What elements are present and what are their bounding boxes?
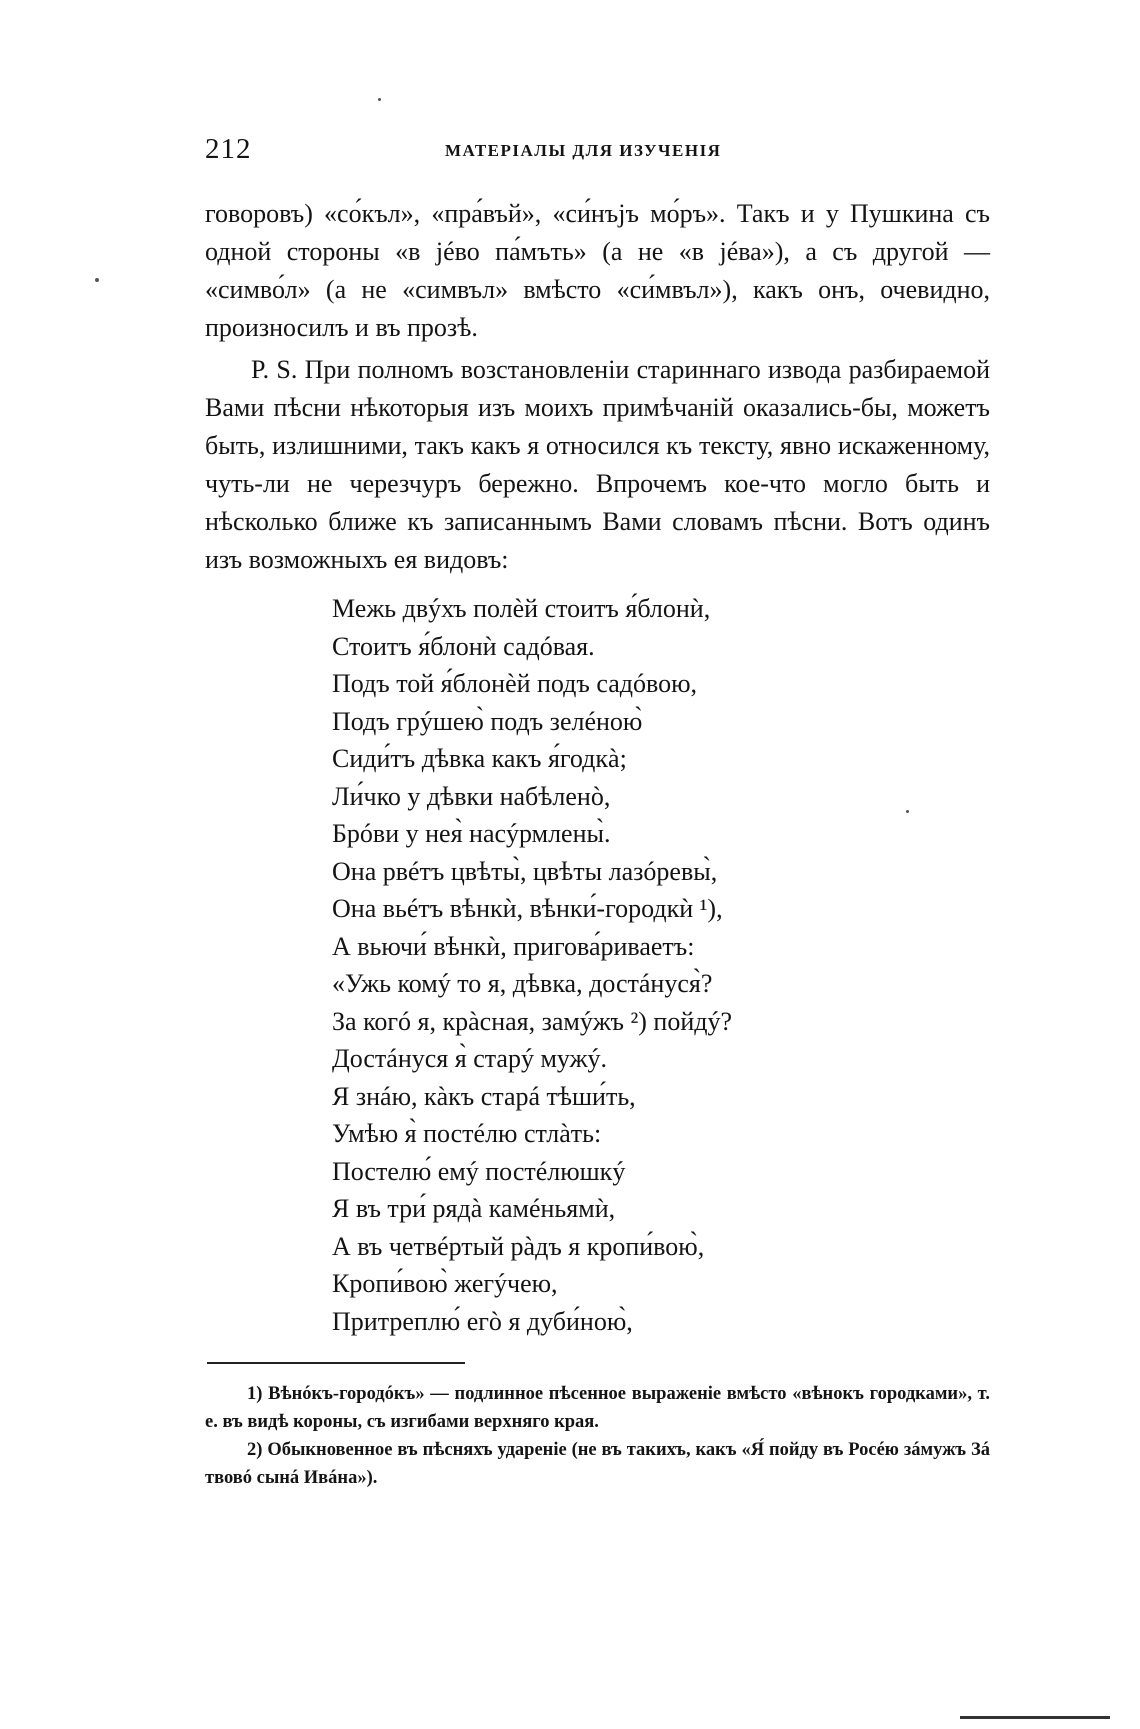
footnote-1: 1) Вѣнóкъ-городóкъ» — подлинное пѣсенное выраженіе вмѣсто «вѣнокъ городками», т. е. въ видѣ короны, съ изгибами верхняго края. [205, 1384, 990, 1432]
poem-line: Я въ три́ рядà камéньямѝ, [332, 1194, 616, 1223]
poem-line: За когó я, крàсная, замýжъ ²) пойдý? [332, 1006, 733, 1036]
poem-line: Кропи́вою̀ жегýчею, [332, 1269, 558, 1298]
poem-line: Подъ грýшею̀ подъ зелéною̀ [332, 706, 643, 736]
paragraph-1: говоровъ) «со́къл», «пра́въй», «си́нъјъ мо́ръ». Такъ и у Пушкина съ одной стороны «в јéво па́мъть» (а не «в јéва»), а съ другой — «симво́л» (а не «симвъл» вмѣсто «си́мвъл»), какъ онъ, очевидно, произносилъ и въ прозѣ. [205, 199, 990, 342]
scan-speck [906, 810, 909, 813]
poem-line: «Ужь комý то я, дѣвка, достáнуся̀? [332, 969, 713, 998]
paragraph-2: P. S. При полномъ возстановленіи стариннаго извода разбираемой Вами пѣсни нѣкоторыя изъ моихъ примѣчаній оказались-бы, можетъ быть, излишними, такъ какъ я относился къ тексту, явно искаженному, чуть-ли не черезчуръ бережно. Впрочемъ кое-что могло быть и нѣсколько ближе къ записаннымъ Вами словамъ пѣсни. Вотъ одинъ изъ возможныхъ ея видовъ: [205, 355, 990, 574]
poem-line: Ли́чко у дѣвки набѣленò, [332, 781, 611, 811]
poem-line: А въ четвéртый рàдъ я кропи́вою̀, [332, 1231, 705, 1261]
poem-line: Умѣю я̀ постéлю стлàть: [332, 1119, 602, 1148]
poem-line: Она вьéтъ вѣнкѝ, вѣнки́-городкѝ ¹), [332, 894, 723, 923]
running-title: МАТЕРІАЛЫ ДЛЯ ИЗУЧЕНІЯ [445, 141, 722, 160]
poem-line: Я знáю, кàкъ старá тѣши́ть, [332, 1081, 636, 1111]
poem-line: Она рвéтъ цвѣты̀, цвѣты лазóревы̀, [332, 856, 718, 886]
poem-line: Брóви у нея̀ насýрмлены̀. [332, 819, 611, 848]
poem-line: Подъ той я́блонѐй подъ садóвою, [332, 669, 698, 698]
scan-speck [378, 98, 381, 101]
poem-line: Достáнуся я̀ старý мужý. [332, 1044, 608, 1073]
footnote-divider [207, 1362, 465, 1364]
poem-line: А вьючи́ вѣнкѝ, пригова́риваетъ: [332, 931, 695, 961]
poem-line: Притреплю́ егò я дуби́ною̀, [332, 1306, 633, 1336]
scan-edge-mark [960, 1716, 1110, 1719]
page-number: 212 [205, 133, 252, 165]
poem-line: Сиди́тъ дѣвка какъ я́годкà; [332, 744, 627, 773]
footnote-2: 2) Обыкновенное въ пѣсняхъ удареніе (не въ такихъ, какъ «Я́ пойду въ Росéю зáмужъ Зá твовó сынá Ивáна»). [205, 1440, 990, 1488]
poem [332, 590, 732, 1340]
scan-speck [95, 278, 99, 282]
poem-line: Постелю́ емý постéлюшкý [332, 1156, 626, 1186]
footnotes [205, 1380, 990, 1492]
body-text [205, 195, 990, 579]
poem-line: Стоитъ я́блонѝ садóвая. [332, 631, 595, 661]
page-header [205, 133, 990, 173]
poem-line: Межь двýхъ полѐй стоитъ я́блонѝ, [332, 594, 711, 623]
